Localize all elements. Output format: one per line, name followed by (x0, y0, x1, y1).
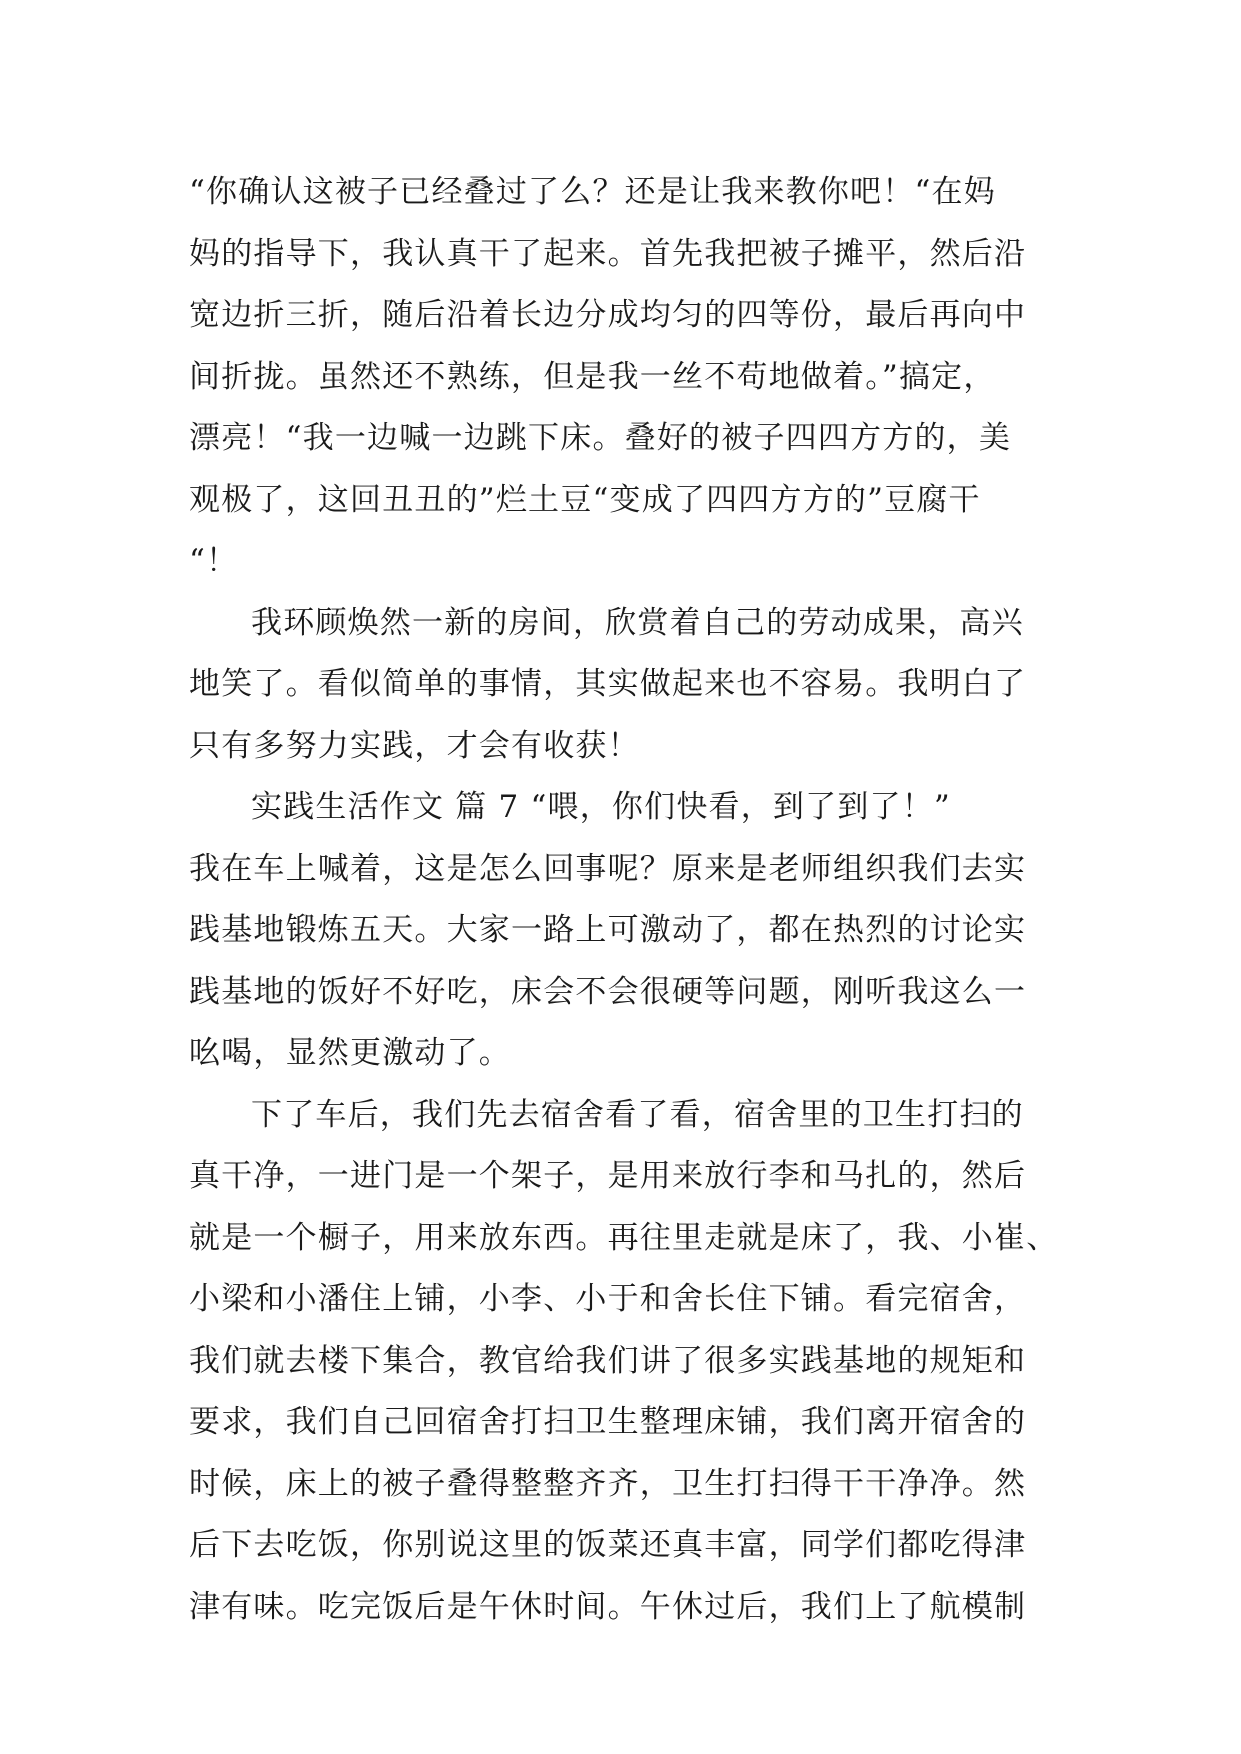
text-line: 妈的指导下，我认真干了起来。首先我把被子摊平，然后沿 (189, 235, 1027, 272)
text-line: 吆喝，显然更激动了。 (189, 1035, 511, 1071)
section-heading-line: 实践生活作文 篇 7 “喂，你们快看，到了到了！” (251, 789, 951, 825)
text-line: 践基地锻炼五天。大家一路上可激动了，都在热烈的讨论实 (189, 912, 1027, 948)
text-line: 地笑了。看似简单的事情，其实做起来也不容易。我明白了 (189, 666, 1027, 702)
text-line: “你确认这被子已经叠过了么？还是让我来教你吧！“在妈 (189, 174, 996, 210)
text-line: 观极了，这回丑丑的”烂土豆“变成了四四方方的”豆腐干 (189, 481, 981, 518)
essay-body (189, 162, 1059, 1638)
paragraph-start-line: 下了车后，我们先去宿舍看了看，宿舍里的卫生打扫的 (251, 1096, 1024, 1133)
text-line: 时候，床上的被子叠得整整齐齐，卫生打扫得干干净净。然 (189, 1465, 1027, 1502)
paragraph-start-line: 我环顾焕然一新的房间，欣赏着自己的劳动成果，高兴 (251, 604, 1024, 641)
text-line: 宽边折三折，随后沿着长边分成均匀的四等份，最后再向中 (189, 297, 1027, 333)
text-line: 间折拢。虽然还不熟练，但是我一丝不苟地做着。”搞定， (189, 358, 996, 395)
text-line: 小梁和小潘住上铺，小李、小于和舍长住下铺。看完宿舍， (189, 1281, 1027, 1317)
text-line: “！ (189, 543, 239, 579)
text-line: 真干净，一进门是一个架子，是用来放行李和马扎的，然后 (189, 1158, 1027, 1194)
text-line: 就是一个橱子，用来放东西。再往里走就是床了，我、小崔、 (189, 1219, 1059, 1256)
text-line: 漂亮！“我一边喊一边跳下床。叠好的被子四四方方的，美 (189, 420, 1012, 456)
text-line: 我们就去楼下集合，教官给我们讲了很多实践基地的规矩和 (189, 1342, 1027, 1379)
text-line: 践基地的饭好不好吃，床会不会很硬等问题，刚听我这么一 (189, 973, 1027, 1010)
text-line: 后下去吃饭，你别说这里的饭菜还真丰富，同学们都吃得津 (189, 1527, 1027, 1563)
text-line: 要求，我们自己回宿舍打扫卫生整理床铺，我们离开宿舍的 (189, 1404, 1027, 1440)
text-line: 只有多努力实践，才会有收获！ (189, 727, 640, 764)
text-line: 我在车上喊着，这是怎么回事呢？原来是老师组织我们去实 (189, 850, 1027, 887)
text-line: 津有味。吃完饭后是午休时间。午休过后，我们上了航模制 (189, 1588, 1027, 1625)
